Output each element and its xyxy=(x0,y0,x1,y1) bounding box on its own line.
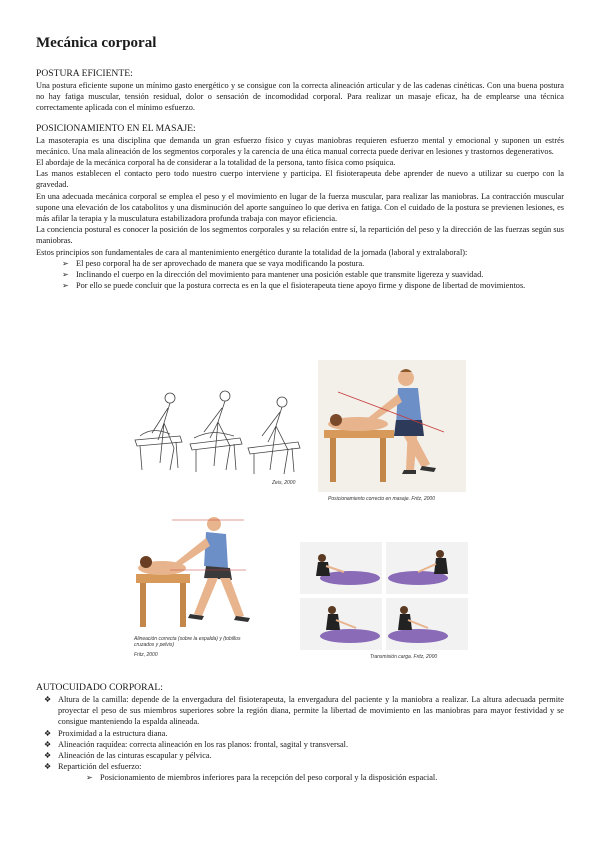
weight-transfer-photos xyxy=(300,542,468,650)
list-item: ➢ Por ello se puede concluir que la postura correcta es en la que el fisioterapeuta tiene apoyo firme y dispone de libertad de movimientos. xyxy=(62,281,526,291)
section-posicionamiento xyxy=(36,123,564,292)
arrow-bullet-icon: ➢ xyxy=(62,258,69,268)
section-autocuidado xyxy=(36,682,564,784)
paragraph: Una postura eficiente supone un mínimo gasto energético y se consigue con la correcta alineación articular y de las cadenas cinéticas. Con una buena postura no hay fatiga muscular, tensión residual, dolor o sensación de incomodidad corporal. Para realizar un masaje eficaz, ha de emplearse una técnica correctamente aplicada con el mínimo esfuerzo. xyxy=(36,81,564,113)
paragraph: El abordaje de la mecánica corporal ha de considerar a la totalidad de la persona, tanto física como psíquica. xyxy=(36,158,396,168)
list-item: ❖ Repartición del esfuerzo: xyxy=(44,762,142,772)
list-item: ❖ Alineación de las cinturas escapular y pélvica. xyxy=(44,751,212,761)
paragraph: La conciencia postural es conocer la posición de los segmentos corporales y su relación entre sí, la repartición del peso y la dirección de las fuerzas según sus maniobras. xyxy=(36,225,564,246)
figure-caption: Zeis, 2000 xyxy=(272,480,296,486)
paragraph: Las manos establecen el contacto pero todo nuestro cuerpo interviene y participa. El fisioterapeuta debe aprender de nuevo a utilizar su cuerpo con la gravedad. xyxy=(36,169,564,190)
paragraph: En una adecuada mecánica corporal se emplea el peso y el movimiento en lugar de la fuerza muscular, para realizar las maniobras. La contracción muscular supone una elevación de los catabolitos y una disminución del aporte sanguíneo lo que deriva en fatiga. Con el cuidado de la postura se previenen lesiones, es más afilar la terapia y la musculatura estabilizadora profunda trabaja con mayor eficiencia. xyxy=(36,191,564,224)
massage-sketch-illustration xyxy=(130,378,310,478)
paragraph: Estos principios son fundamentales de cara al mantenimiento energético durante la totalidad de la jornada (laboral y extralaboral): xyxy=(36,247,468,257)
list-item: ❖ Altura de la camilla: depende de la envergadura del fisioterapeuta, la envergadura del paciente y la maniobra a realizar. La altura adecuada permite proyectar el peso de sus miembros superiores sobre la región diana, permite la libertad de movimiento en las maniobras para mayor festividad y se consigue manteniendo la espalda alineada. xyxy=(44,695,564,727)
bullet-list xyxy=(36,694,564,772)
sub-bullet-list xyxy=(36,772,564,783)
list-item: ❖ Alineación raquídea: correcta alineación en los ras planos: frontal, sagital y transversal. xyxy=(44,739,349,749)
arrow-bullet-icon: ➢ xyxy=(62,270,69,280)
arrow-bullet-icon: ➢ xyxy=(62,281,69,291)
arrow-bullet-icon: ➢ xyxy=(86,773,93,783)
list-item: ➢ Posicionamiento de miembros inferiores para la recepción del peso corporal y la disposición espacial. xyxy=(86,773,438,783)
list-item: ➢ Inclinando el cuerpo en la dirección del movimiento para mantener una posición estable que transmite ligereza y suavidad. xyxy=(62,270,484,280)
list-item: ➢ El peso corporal ha de ser aprovechado de manera que se vaya modificando la postura. xyxy=(62,258,365,268)
diamond-bullet-icon: ❖ xyxy=(44,739,52,749)
document-page xyxy=(36,34,564,291)
diamond-bullet-icon: ❖ xyxy=(44,695,52,704)
diamond-bullet-icon: ❖ xyxy=(44,751,52,761)
section-postura xyxy=(36,68,564,114)
diamond-bullet-icon: ❖ xyxy=(44,762,52,772)
page-title: Mecánica corporal xyxy=(36,35,157,51)
section-heading: AUTOCUIDADO CORPORAL: xyxy=(36,682,163,693)
alignment-illustration xyxy=(132,510,256,634)
figure-caption: Alineación correcta (sobre la espalda) y (tobillos cruzados y pelvis) Fritz, 2000 xyxy=(134,636,241,658)
bullet-list xyxy=(36,258,564,292)
figure-caption: Transmisión carga. Fritz, 2000 xyxy=(370,654,438,660)
diamond-bullet-icon: ❖ xyxy=(44,728,52,738)
section-heading: POSICIONAMIENTO EN EL MASAJE: xyxy=(36,122,196,134)
section-heading: POSTURA EFICIENTE: xyxy=(36,68,133,79)
therapist-posture-illustration xyxy=(318,360,466,492)
list-item: ❖ Proximidad a la estructura diana. xyxy=(44,728,168,738)
paragraph: La masoterapia es una disciplina que demanda un gran esfuerzo físico y cuyas maniobras requieren esfuerzo mental y emocional y suponen un estrés mecánico. Una mala alineación de los segmentos corporales y la carencia de una ética manual correcta puede derivar en lesiones y trastornos degenerativos. xyxy=(36,135,564,156)
figure-caption: Posicionamiento correcto en masaje. Fritz, 2000 xyxy=(328,496,435,502)
